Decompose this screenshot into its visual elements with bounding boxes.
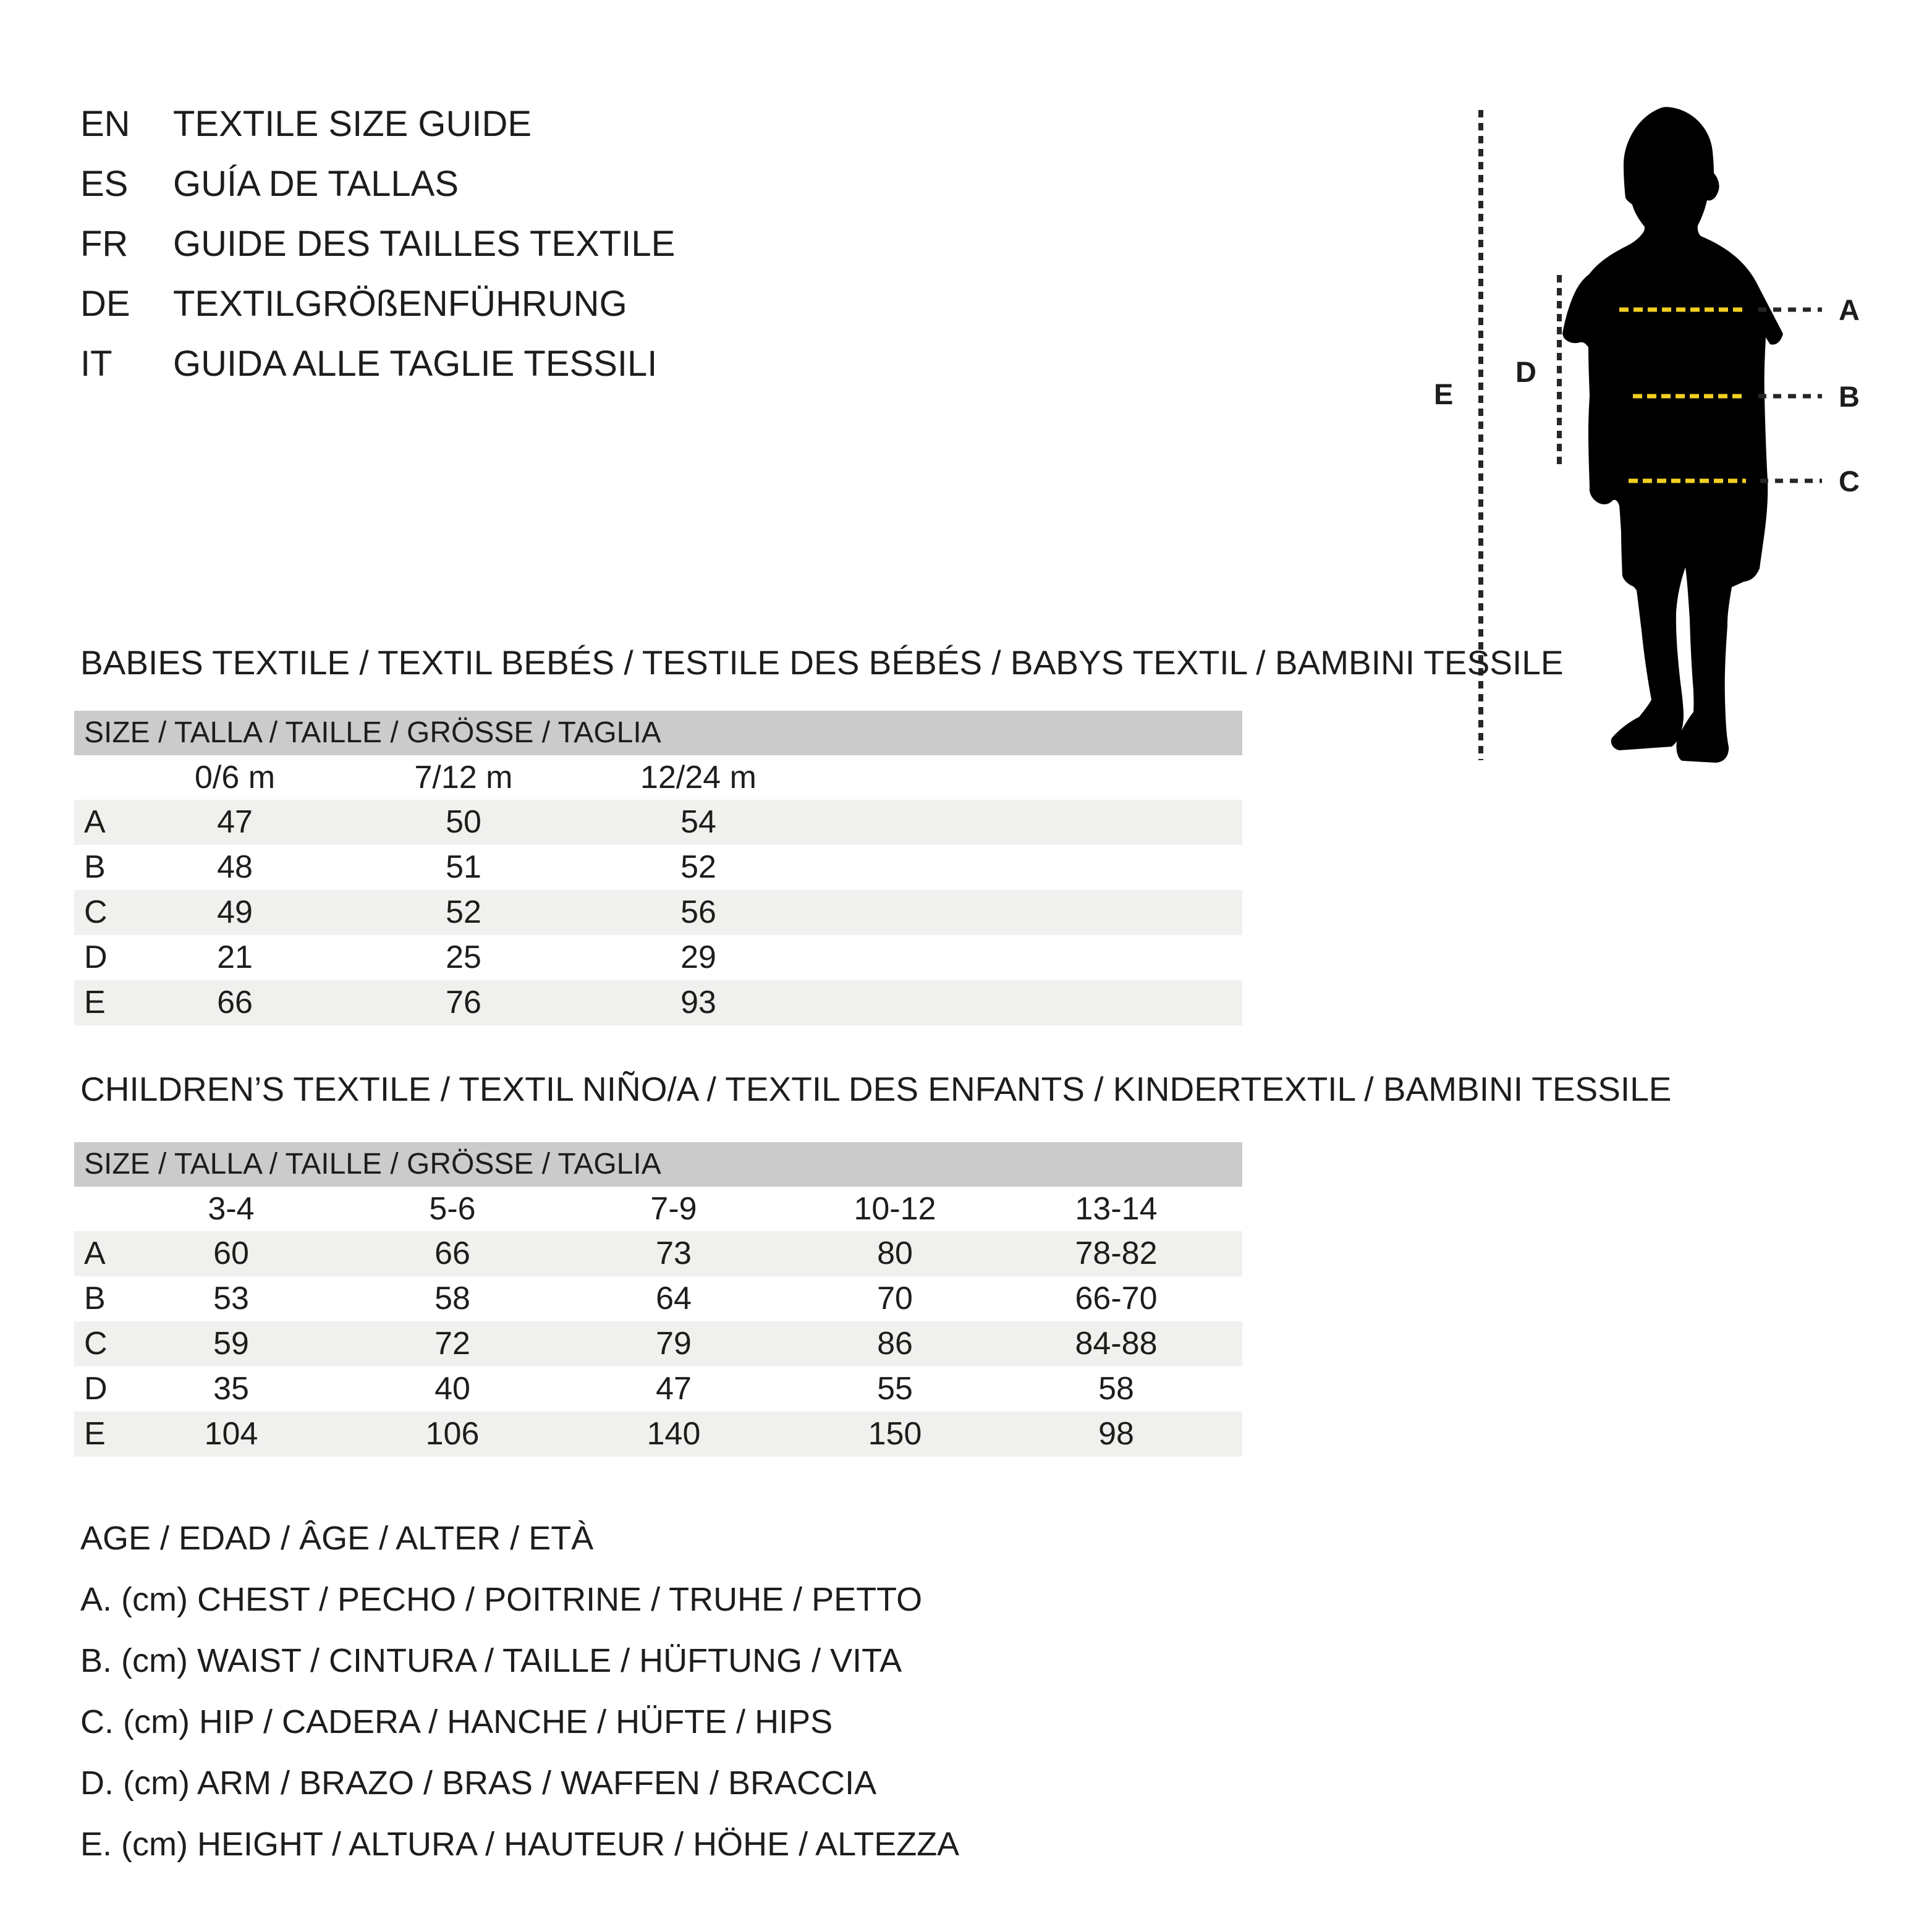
table-row xyxy=(74,980,1242,1025)
table-row xyxy=(74,1276,1242,1321)
table-row xyxy=(74,1231,1242,1276)
size-cell: 84-88 xyxy=(1075,1326,1158,1362)
language-title-block xyxy=(80,94,675,394)
size-cell: 66 xyxy=(434,1235,470,1271)
table-row xyxy=(74,845,1242,890)
legend-line-chest: A. (cm) CHEST / PECHO / POITRINE / TRUHE / PETTO xyxy=(80,1581,923,1618)
size-cell: 47 xyxy=(656,1371,692,1407)
language-code: FR xyxy=(80,224,129,264)
row-label: D xyxy=(84,939,108,975)
language-row xyxy=(80,334,675,394)
language-row xyxy=(80,94,675,154)
row-label: C xyxy=(84,894,108,930)
size-cell: 64 xyxy=(656,1281,692,1316)
column-header: 7/12 m xyxy=(414,760,513,795)
size-cell: 52 xyxy=(446,894,481,930)
language-code: EN xyxy=(80,104,130,144)
table-row xyxy=(74,1321,1242,1366)
size-cell: 78-82 xyxy=(1075,1235,1158,1271)
table-row xyxy=(74,1412,1242,1457)
size-cell: 70 xyxy=(877,1281,913,1316)
row-label xyxy=(74,1187,121,1231)
column-header-row xyxy=(74,1187,1242,1231)
size-cell: 52 xyxy=(680,849,716,885)
child-silhouette-figure xyxy=(1415,93,1910,834)
measure-label-hip: C xyxy=(1839,465,1860,498)
guide-title: TEXTILE SIZE GUIDE xyxy=(173,104,532,144)
size-header-bar: SIZE / TALLA / TAILLE / GRÖSSE / TAGLIA xyxy=(74,1142,1242,1187)
guide-title: GUIDE DES TAILLES TEXTILE xyxy=(173,224,676,264)
row-label xyxy=(74,755,121,800)
size-cell: 140 xyxy=(646,1416,701,1452)
size-cell: 50 xyxy=(446,804,481,840)
table-row xyxy=(74,1366,1242,1412)
size-cell: 29 xyxy=(680,939,716,975)
measurement-legend xyxy=(80,1508,959,1875)
row-label: E xyxy=(84,1416,106,1452)
size-cell: 66 xyxy=(217,985,253,1020)
column-header: 3-4 xyxy=(208,1191,255,1227)
table-row xyxy=(74,890,1242,935)
size-cell: 106 xyxy=(425,1416,480,1452)
measure-label-arm: D xyxy=(1515,355,1536,388)
column-header: 0/6 m xyxy=(194,760,276,795)
children-section-heading: CHILDREN’S TEXTILE / TEXTIL NIÑO/A / TEXTIL DES ENFANTS / KINDERTEXTIL / BAMBINI TESSILE xyxy=(80,1070,1672,1108)
row-label: E xyxy=(84,985,106,1020)
row-label: B xyxy=(84,1281,106,1316)
legend-line-age: AGE / EDAD / ÂGE / ALTER / ETÀ xyxy=(80,1520,594,1557)
size-cell: 72 xyxy=(434,1326,470,1362)
guide-title: GUIDA ALLE TAGLIE TESSILI xyxy=(173,344,658,384)
size-cell: 98 xyxy=(1098,1416,1134,1452)
child-silhouette xyxy=(1562,107,1783,763)
size-cell: 150 xyxy=(868,1416,922,1452)
size-cell: 51 xyxy=(446,849,481,885)
column-header: 13-14 xyxy=(1075,1191,1158,1227)
size-cell: 79 xyxy=(656,1326,692,1362)
row-label: B xyxy=(84,849,106,885)
measure-label-chest: A xyxy=(1839,294,1860,326)
size-cell: 66-70 xyxy=(1075,1281,1158,1316)
table-row xyxy=(74,935,1242,980)
table-row xyxy=(74,800,1242,845)
size-cell: 47 xyxy=(217,804,253,840)
guide-title: GUÍA DE TALLAS xyxy=(173,164,459,204)
size-cell: 21 xyxy=(217,939,253,975)
size-cell: 80 xyxy=(877,1235,913,1271)
column-header: 12/24 m xyxy=(640,760,756,795)
size-cell: 49 xyxy=(217,894,253,930)
row-label: C xyxy=(84,1326,108,1362)
language-row xyxy=(80,154,675,214)
size-cell: 93 xyxy=(680,985,716,1020)
legend-line-height: E. (cm) HEIGHT / ALTURA / HAUTEUR / HÖHE / ALTEZZA xyxy=(80,1826,960,1863)
babies-section-heading: BABIES TEXTILE / TEXTIL BEBÉS / TESTILE DES BÉBÉS / BABYS TEXTIL / BAMBINI TESSILE xyxy=(80,643,1564,682)
size-cell: 48 xyxy=(217,849,253,885)
size-cell: 58 xyxy=(1098,1371,1134,1407)
size-header-bar: SIZE / TALLA / TAILLE / GRÖSSE / TAGLIA xyxy=(74,711,1242,755)
legend-line-hip: C. (cm) HIP / CADERA / HANCHE / HÜFTE / HIPS xyxy=(80,1703,833,1740)
size-cell: 104 xyxy=(204,1416,258,1452)
column-header: 10-12 xyxy=(854,1191,936,1227)
legend-line-waist: B. (cm) WAIST / CINTURA / TAILLE / HÜFTUNG / VITA xyxy=(80,1642,902,1679)
legend-line-arm: D. (cm) ARM / BRAZO / BRAS / WAFFEN / BRACCIA xyxy=(80,1765,877,1802)
guide-title: TEXTILGRÖßENFÜHRUNG xyxy=(173,284,627,324)
size-cell: 35 xyxy=(213,1371,249,1407)
language-code: ES xyxy=(80,164,129,204)
language-row xyxy=(80,274,675,334)
children-size-table xyxy=(74,1142,1242,1457)
measure-label-height: E xyxy=(1434,378,1454,410)
language-row xyxy=(80,214,675,274)
column-header-row xyxy=(74,755,1242,800)
size-cell: 25 xyxy=(446,939,481,975)
size-cell: 76 xyxy=(446,985,481,1020)
size-cell: 73 xyxy=(656,1235,692,1271)
size-cell: 60 xyxy=(213,1235,249,1271)
babies-size-table xyxy=(74,711,1242,1025)
language-code: DE xyxy=(80,284,130,324)
row-label: A xyxy=(84,804,106,840)
measure-label-waist: B xyxy=(1839,380,1860,413)
size-cell: 86 xyxy=(877,1326,913,1362)
size-cell: 56 xyxy=(680,894,716,930)
size-cell: 40 xyxy=(434,1371,470,1407)
size-cell: 55 xyxy=(877,1371,913,1407)
row-label: A xyxy=(84,1235,106,1271)
column-header: 7-9 xyxy=(650,1191,697,1227)
row-label: D xyxy=(84,1371,108,1407)
size-cell: 53 xyxy=(213,1281,249,1316)
column-header: 5-6 xyxy=(429,1191,476,1227)
size-cell: 58 xyxy=(434,1281,470,1316)
language-code: IT xyxy=(80,344,112,384)
size-cell: 54 xyxy=(680,804,716,840)
size-cell: 59 xyxy=(213,1326,249,1362)
